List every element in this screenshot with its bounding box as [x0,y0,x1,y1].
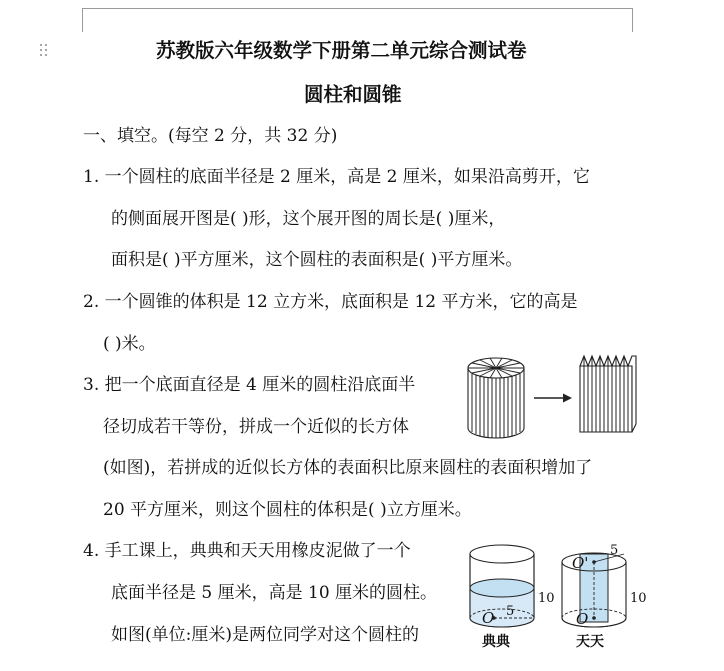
page-corner-top [82,8,632,9]
right-top-center-label: O' [572,554,589,572]
cylinder-diandian [470,545,555,650]
question-3-line-1: 3. 把一个底面直径是 4 厘米的圆柱沿底面半 [83,375,416,395]
question-4-line-3: 如图(单位:厘米)是两位同学对这个圆柱的 [111,625,419,645]
question-3-line-2: 径切成若干等份，拼成一个近似的长方体 [103,417,409,437]
right-radius-label: 5 [610,543,619,558]
figure-cylinder-cuts [462,542,658,652]
left-height-label: 10 [538,591,555,606]
sliced-cylinder-illustration [468,358,524,438]
approximate-cuboid-illustration [580,356,636,432]
caption-tiantian: 天天 [576,634,604,650]
question-2-line-2: ( )米。 [103,334,156,354]
figure-cylinder-to-cuboid [462,352,644,446]
right-bottom-center-label: O [576,610,589,628]
caption-diandian: 典典 [482,634,510,650]
page-corner-left [82,8,83,32]
right-arrow-icon [534,394,572,403]
question-3-line-4: 20 平方厘米，则这个圆柱的体积是( )立方厘米。 [103,500,472,520]
question-4-line-1: 4. 手工课上，典典和天天用橡皮泥做了一个 [83,541,411,561]
left-center-label: O [482,609,495,627]
question-1-line-1: 1. 一个圆柱的底面半径是 2 厘米，高是 2 厘米，如果沿高剪开，它 [83,167,590,187]
page-subtitle: 圆柱和圆锥 [304,83,402,106]
left-radius-label: 5 [506,604,515,619]
page-corner-right [632,8,633,32]
question-1-line-2: 的侧面展开图是( )形，这个展开图的周长是( )厘米， [111,209,506,229]
right-height-label: 10 [630,591,647,606]
question-4-line-2: 底面半径是 5 厘米，高是 10 厘米的圆柱。 [111,583,438,603]
question-1-line-3: 面积是( )平方厘米，这个圆柱的表面积是( )平方厘米。 [111,250,523,270]
question-2-line-1: 2. 一个圆锥的体积是 12 立方米，底面积是 12 平方米，它的高是 [83,292,578,312]
page-title: 苏教版六年级数学下册第二单元综合测试卷 [156,39,527,62]
section-heading: 一、填空。(每空 2 分，共 32 分) [83,126,338,146]
cylinder-tiantian [562,543,647,650]
drag-handle-icon[interactable] [40,44,48,58]
question-3-line-3: (如图)，若拼成的近似长方体的表面积比原来圆柱的表面积增加了 [103,458,593,478]
